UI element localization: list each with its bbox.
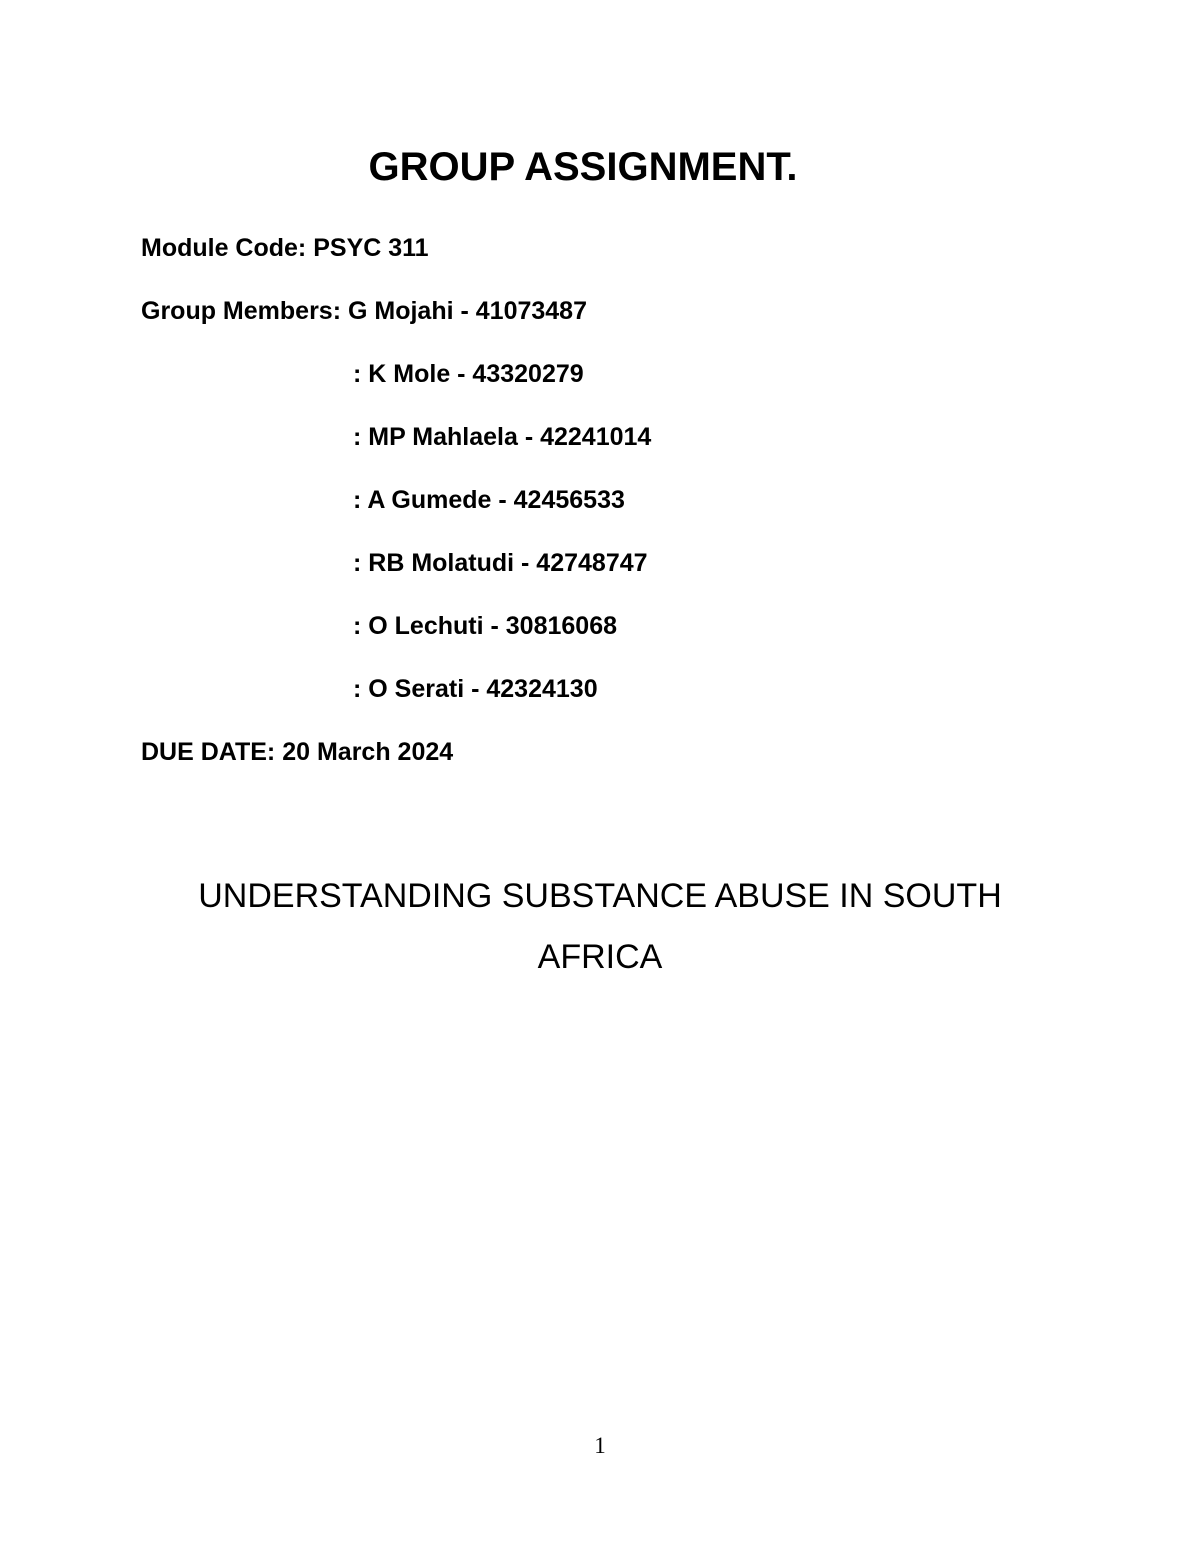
module-code-value: PSYC 311 [313,234,429,262]
assignment-subject [0,866,1200,988]
group-member-entry: : K Mole - 43320279 [353,360,584,388]
group-member-entry: : MP Mahlaela - 42241014 [353,423,652,451]
group-member-entry: : RB Molatudi - 42748747 [353,549,648,577]
group-members-line [141,295,587,327]
page-number: 1 [594,1433,606,1458]
group-member-entry: G Mojahi - 41073487 [347,297,587,325]
module-code-line [141,232,429,264]
subject-line-1: UNDERSTANDING SUBSTANCE ABUSE IN SOUTH [198,877,1002,915]
module-code-label: Module Code: [141,234,307,262]
due-date-line [141,736,453,768]
group-members-label: Group Members: [141,297,342,325]
group-member-entry: : O Serati - 42324130 [353,675,598,703]
group-member-entry: : O Lechuti - 30816068 [353,612,618,640]
due-date-value: 20 March 2024 [282,738,454,766]
group-member-entry: : A Gumede - 42456533 [353,486,625,514]
document-title: GROUP ASSIGNMENT. [368,145,798,189]
subject-line-2: AFRICA [537,938,663,976]
due-date-label: DUE DATE: [141,738,276,766]
